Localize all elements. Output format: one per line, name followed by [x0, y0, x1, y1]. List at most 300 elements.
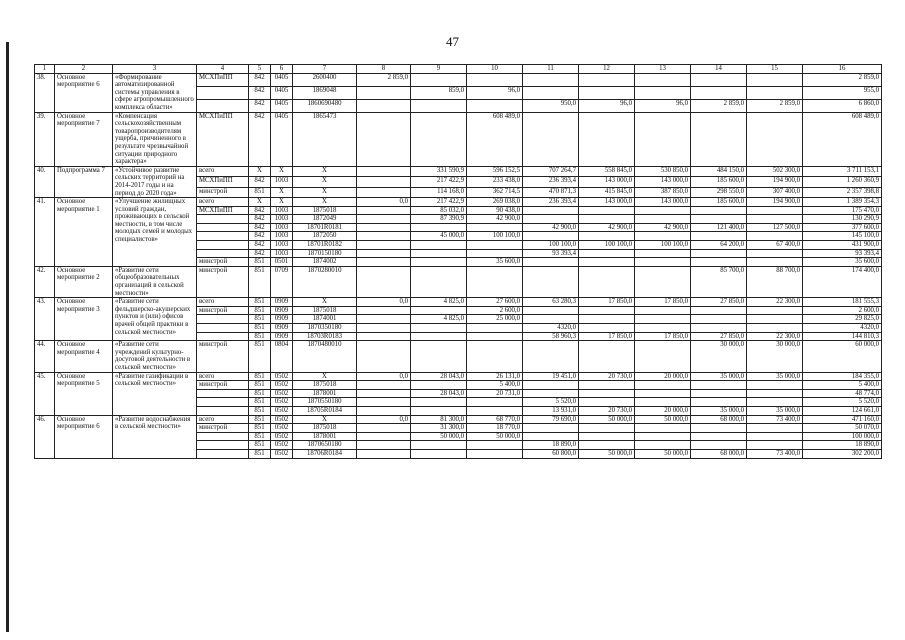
- measure-name: «Развитие водоснабжения в сельской местности»: [113, 415, 197, 458]
- cell-c10: 362 714,5: [467, 187, 523, 197]
- cell-c11: [523, 315, 579, 324]
- column-number: 14: [691, 65, 747, 74]
- cell-c8: [357, 424, 411, 433]
- cell-c5: 851: [249, 315, 271, 324]
- cell-c5: 842: [249, 215, 271, 224]
- cell-c14: [691, 315, 747, 324]
- cell-c6: X: [271, 166, 293, 176]
- cell-c12: 17 850,0: [579, 332, 635, 341]
- cell-c11: 950,0: [523, 99, 579, 112]
- cell-c8: [357, 306, 411, 315]
- measure-type: Основное мероприятие 1: [55, 198, 113, 267]
- cell-c13: [635, 73, 691, 86]
- cell-c11: 63 280,3: [523, 298, 579, 307]
- cell-c9: 87 390,9: [411, 215, 467, 224]
- cell-c15: 2 859,0: [747, 99, 803, 112]
- cell-c6: 0405: [271, 112, 293, 166]
- cell-c13: [635, 306, 691, 315]
- cell-c7: 1878001: [293, 432, 357, 441]
- cell-c14: 185 600,0: [691, 198, 747, 207]
- cell-c15: [747, 315, 803, 324]
- cell-c6: 0502: [271, 432, 293, 441]
- cell-c15: 307 400,0: [747, 187, 803, 197]
- cell-c10: 608 489,0: [467, 112, 523, 166]
- cell-c16: 377 600,0: [803, 223, 882, 232]
- cell-c15: [747, 86, 803, 99]
- cell-c11: 100 100,0: [523, 241, 579, 250]
- cell-c15: 88 700,0: [747, 266, 803, 297]
- table-row: [35, 112, 882, 166]
- cell-c5: 851: [249, 449, 271, 458]
- cell-c6: 0502: [271, 441, 293, 450]
- cell-c10: [467, 398, 523, 407]
- cell-c13: 143 000,0: [635, 177, 691, 187]
- column-number: 10: [467, 65, 523, 74]
- cell-c15: [747, 306, 803, 315]
- cell-c11: 470 871,3: [523, 187, 579, 197]
- cell-c15: 73 400,0: [747, 415, 803, 424]
- cell-c7: 18706R0184: [293, 449, 357, 458]
- cell-c15: 35 000,0: [747, 372, 803, 381]
- cell-c6: 0502: [271, 449, 293, 458]
- cell-c11: [523, 258, 579, 267]
- cell-c12: 143 000,0: [579, 198, 635, 207]
- cell-c14: 68 000,0: [691, 415, 747, 424]
- cell-c8: [357, 223, 411, 232]
- cell-c16: 60 000,0: [803, 341, 882, 372]
- column-number: 1: [35, 65, 55, 74]
- table-row: [35, 341, 882, 372]
- cell-c10: 5 400,0: [467, 381, 523, 390]
- cell-c11: 236 393,4: [523, 198, 579, 207]
- cell-c15: [747, 232, 803, 241]
- cell-c9: 4 825,0: [411, 315, 467, 324]
- cell-c8: [357, 381, 411, 390]
- cell-c9: [411, 223, 467, 232]
- cell-c11: 236 393,4: [523, 177, 579, 187]
- cell-c15: [747, 258, 803, 267]
- cell-c12: [579, 432, 635, 441]
- cell-c6: 0909: [271, 332, 293, 341]
- cell-c6: 1003: [271, 232, 293, 241]
- cell-c16: 6 860,0: [803, 99, 882, 112]
- cell-c5: 842: [249, 86, 271, 99]
- cell-c12: [579, 86, 635, 99]
- cell-c16: 2 600,0: [803, 306, 882, 315]
- cell-c12: [579, 341, 635, 372]
- cell-c7: 1872050: [293, 232, 357, 241]
- cell-c13: 143 000,0: [635, 198, 691, 207]
- cell-c16: 302 200,0: [803, 449, 882, 458]
- cell-c10: [467, 449, 523, 458]
- cell-c7: X: [293, 166, 357, 176]
- cell-c7: 2600400: [293, 73, 357, 86]
- cell-c6: 0405: [271, 86, 293, 99]
- cell-c11: [523, 206, 579, 215]
- cell-c13: [635, 432, 691, 441]
- measure-type: Основное мероприятие 5: [55, 372, 113, 415]
- cell-c9: 331 590,9: [411, 166, 467, 176]
- cell-c8: [357, 112, 411, 166]
- measure-name: «Развитие сети общеобразовательных организаций в сельской местности»: [113, 266, 197, 297]
- cell-c13: [635, 381, 691, 390]
- cell-c15: [747, 215, 803, 224]
- cell-c9: 217 422,9: [411, 177, 467, 187]
- cell-c15: 35 000,0: [747, 406, 803, 415]
- measure-name: «Развитие газификации в сельской местности»: [113, 372, 197, 415]
- cell-c6: 1003: [271, 249, 293, 258]
- cell-c8: [357, 324, 411, 333]
- measure-name: «Развитие сети учреждений культурно-досуговой деятельности в сельской местности»: [113, 341, 197, 372]
- measure-name: «Формирование автоматизированной системы управления в сфере агропромышленного комплекса области»: [113, 73, 197, 112]
- cell-c13: [635, 206, 691, 215]
- cell-c16: 130 290,9: [803, 215, 882, 224]
- cell-c11: 5 520,0: [523, 398, 579, 407]
- cell-c7: 1870480010: [293, 341, 357, 372]
- cell-c13: [635, 398, 691, 407]
- cell-c16: 431 900,0: [803, 241, 882, 250]
- cell-c12: [579, 232, 635, 241]
- cell-c13: [635, 86, 691, 99]
- cell-c14: 64 200,0: [691, 241, 747, 250]
- cell-c8: [357, 99, 411, 112]
- cell-c8: 0,0: [357, 415, 411, 424]
- cell-c7: X: [293, 198, 357, 207]
- cell-c8: [357, 266, 411, 297]
- cell-c6: 1003: [271, 206, 293, 215]
- cell-c12: [579, 266, 635, 297]
- cell-c8: [357, 398, 411, 407]
- cell-c5: 842: [249, 241, 271, 250]
- cell-c8: [357, 389, 411, 398]
- executor: [197, 232, 249, 241]
- cell-c14: 27 850,0: [691, 298, 747, 307]
- cell-c11: [523, 215, 579, 224]
- cell-c11: 13 931,0: [523, 406, 579, 415]
- cell-c10: [467, 324, 523, 333]
- table-row: [35, 266, 882, 297]
- cell-c12: 20 730,0: [579, 406, 635, 415]
- cell-c11: 79 690,0: [523, 415, 579, 424]
- cell-c8: [357, 241, 411, 250]
- table-row: [35, 166, 882, 176]
- cell-c6: 0709: [271, 266, 293, 297]
- measure-name: «Развитие сети фельдшерско-акушерских пунктов и (или) офисов врачей общей практики в сельской местности»: [113, 298, 197, 341]
- cell-c5: 851: [249, 298, 271, 307]
- cell-c6: 0909: [271, 324, 293, 333]
- cell-c6: 0804: [271, 341, 293, 372]
- cell-c13: 17 850,0: [635, 298, 691, 307]
- cell-c15: 67 400,0: [747, 241, 803, 250]
- measure-type: Подпрограмма 7: [55, 166, 113, 197]
- cell-c14: [691, 441, 747, 450]
- cell-c8: [357, 86, 411, 99]
- executor: минстрой: [197, 381, 249, 390]
- cell-c14: [691, 73, 747, 86]
- executor: минстрой: [197, 424, 249, 433]
- executor: [197, 86, 249, 99]
- cell-c7: 1872049: [293, 215, 357, 224]
- cell-c15: [747, 398, 803, 407]
- executor: [197, 332, 249, 341]
- cell-c16: 145 100,0: [803, 232, 882, 241]
- cell-c5: 851: [249, 441, 271, 450]
- cell-c15: 502 300,0: [747, 166, 803, 176]
- row-number: 39.: [35, 112, 55, 166]
- cell-c7: X: [293, 415, 357, 424]
- cell-c15: 22 300,0: [747, 298, 803, 307]
- cell-c14: 2 859,0: [691, 99, 747, 112]
- cell-c5: 851: [249, 406, 271, 415]
- executor: [197, 99, 249, 112]
- cell-c6: 1003: [271, 241, 293, 250]
- cell-c11: [523, 112, 579, 166]
- cell-c13: [635, 232, 691, 241]
- cell-c11: [523, 86, 579, 99]
- executor: минстрой: [197, 258, 249, 267]
- cell-c15: 194 900,0: [747, 177, 803, 187]
- cell-c12: 415 845,0: [579, 187, 635, 197]
- cell-c14: [691, 112, 747, 166]
- cell-c7: 1870350180: [293, 324, 357, 333]
- cell-c12: [579, 324, 635, 333]
- cell-c5: X: [249, 166, 271, 176]
- cell-c8: 0,0: [357, 372, 411, 381]
- cell-c12: 50 000,0: [579, 449, 635, 458]
- cell-c10: 18 770,0: [467, 424, 523, 433]
- row-number: 43.: [35, 298, 55, 341]
- cell-c5: 851: [249, 372, 271, 381]
- cell-c5: 851: [249, 424, 271, 433]
- cell-c9: [411, 266, 467, 297]
- cell-c15: [747, 206, 803, 215]
- cell-c16: 5 520,0: [803, 398, 882, 407]
- cell-c11: [523, 341, 579, 372]
- column-number: 4: [197, 65, 249, 74]
- row-number: 46.: [35, 415, 55, 458]
- cell-c9: [411, 449, 467, 458]
- cell-c13: 387 850,0: [635, 187, 691, 197]
- cell-c10: [467, 332, 523, 341]
- cell-c9: 4 825,0: [411, 298, 467, 307]
- cell-c15: 194 900,0: [747, 198, 803, 207]
- cell-c13: [635, 341, 691, 372]
- cell-c16: 29 825,0: [803, 315, 882, 324]
- cell-c16: 181 555,3: [803, 298, 882, 307]
- cell-c6: 1003: [271, 223, 293, 232]
- cell-c6: 0909: [271, 298, 293, 307]
- executor: всего: [197, 415, 249, 424]
- cell-c7: X: [293, 298, 357, 307]
- cell-c14: 27 850,0: [691, 332, 747, 341]
- column-number: 8: [357, 65, 411, 74]
- cell-c5: 842: [249, 73, 271, 86]
- cell-c11: 58 960,3: [523, 332, 579, 341]
- cell-c15: [747, 73, 803, 86]
- executor: минстрой: [197, 266, 249, 297]
- cell-c15: [747, 112, 803, 166]
- row-number: 41.: [35, 198, 55, 267]
- cell-c11: 19 451,0: [523, 372, 579, 381]
- cell-c6: 1003: [271, 177, 293, 187]
- executor: минстрой: [197, 187, 249, 197]
- cell-c5: 842: [249, 99, 271, 112]
- cell-c10: [467, 266, 523, 297]
- executor: [197, 449, 249, 458]
- cell-c6: 0502: [271, 372, 293, 381]
- column-number: 3: [113, 65, 197, 74]
- cell-c7: 1870150180: [293, 249, 357, 258]
- cell-c16: 144 810,3: [803, 332, 882, 341]
- cell-c5: 851: [249, 324, 271, 333]
- cell-c13: [635, 215, 691, 224]
- cell-c7: X: [293, 187, 357, 197]
- cell-c5: 851: [249, 187, 271, 197]
- cell-c5: X: [249, 198, 271, 207]
- executor: всего: [197, 372, 249, 381]
- cell-c11: [523, 266, 579, 297]
- measure-name: «Устойчивое развитие сельских территорий на 2014-2017 годы и на период до 2020 года»: [113, 166, 197, 197]
- executor: всего: [197, 298, 249, 307]
- cell-c8: [357, 332, 411, 341]
- cell-c8: [357, 341, 411, 372]
- cell-c11: [523, 432, 579, 441]
- measure-name: «Улучшение жилищных условий граждан, проживающих в сельской местности, в том числе молодых семей и молодых специалистов»: [113, 198, 197, 267]
- executor: МСХПиПП: [197, 112, 249, 166]
- cell-c10: 269 038,0: [467, 198, 523, 207]
- cell-c11: [523, 381, 579, 390]
- cell-c16: 48 774,0: [803, 389, 882, 398]
- cell-c7: 1870280010: [293, 266, 357, 297]
- column-number: 12: [579, 65, 635, 74]
- column-number: 5: [249, 65, 271, 74]
- cell-c16: 50 070,0: [803, 424, 882, 433]
- cell-c14: [691, 206, 747, 215]
- cell-c14: 185 600,0: [691, 177, 747, 187]
- cell-c6: 0909: [271, 315, 293, 324]
- cell-c9: [411, 249, 467, 258]
- table-row: [35, 415, 882, 424]
- cell-c12: [579, 389, 635, 398]
- cell-c11: 707 264,7: [523, 166, 579, 176]
- cell-c8: [357, 177, 411, 187]
- budget-table: [34, 64, 882, 459]
- cell-c12: 50 000,0: [579, 415, 635, 424]
- cell-c12: [579, 249, 635, 258]
- cell-c7: 1874002: [293, 258, 357, 267]
- cell-c12: [579, 306, 635, 315]
- cell-c14: 35 000,0: [691, 372, 747, 381]
- executor: [197, 389, 249, 398]
- cell-c10: [467, 341, 523, 372]
- cell-c14: [691, 86, 747, 99]
- cell-c16: 35 600,0: [803, 258, 882, 267]
- executor: МСХПиПП: [197, 177, 249, 187]
- cell-c13: [635, 324, 691, 333]
- table-row: [35, 298, 882, 307]
- column-number: 2: [55, 65, 113, 74]
- cell-c11: 60 800,0: [523, 449, 579, 458]
- cell-c14: 35 000,0: [691, 406, 747, 415]
- cell-c12: [579, 315, 635, 324]
- cell-c12: 143 000,0: [579, 177, 635, 187]
- cell-c13: 50 000,0: [635, 415, 691, 424]
- cell-c6: 0502: [271, 398, 293, 407]
- cell-c7: 1875018: [293, 381, 357, 390]
- cell-c9: [411, 73, 467, 86]
- cell-c7: 1875018: [293, 206, 357, 215]
- executor: всего: [197, 166, 249, 176]
- cell-c11: [523, 424, 579, 433]
- executor: [197, 324, 249, 333]
- executor: [197, 406, 249, 415]
- cell-c14: [691, 215, 747, 224]
- cell-c9: [411, 99, 467, 112]
- cell-c7: 18701R0181: [293, 223, 357, 232]
- cell-c10: 100 100,0: [467, 232, 523, 241]
- cell-c9: [411, 112, 467, 166]
- column-number: 7: [293, 65, 357, 74]
- cell-c11: [523, 306, 579, 315]
- cell-c16: 5 400,0: [803, 381, 882, 390]
- cell-c11: [523, 389, 579, 398]
- cell-c7: 1874001: [293, 315, 357, 324]
- cell-c6: 0502: [271, 389, 293, 398]
- cell-c16: 955,0: [803, 86, 882, 99]
- cell-c10: [467, 223, 523, 232]
- cell-c7: 1865473: [293, 112, 357, 166]
- cell-c14: [691, 306, 747, 315]
- cell-c10: [467, 441, 523, 450]
- cell-c5: 851: [249, 415, 271, 424]
- cell-c9: 85 032,0: [411, 206, 467, 215]
- cell-c11: 42 900,0: [523, 223, 579, 232]
- measure-type: Основное мероприятие 2: [55, 266, 113, 297]
- cell-c9: [411, 241, 467, 250]
- cell-c5: 842: [249, 223, 271, 232]
- cell-c16: 608 489,0: [803, 112, 882, 166]
- cell-c13: [635, 441, 691, 450]
- cell-c7: 1875018: [293, 306, 357, 315]
- cell-c13: 50 000,0: [635, 449, 691, 458]
- cell-c8: [357, 232, 411, 241]
- cell-c14: [691, 398, 747, 407]
- cell-c5: 842: [249, 232, 271, 241]
- cell-c15: [747, 441, 803, 450]
- measure-name: «Компенсация сельскохозяйственным товаропроизводителям ущерба, причиненного в результате чрезвычайной ситуации природного характера»: [113, 112, 197, 166]
- cell-c10: 96,0: [467, 86, 523, 99]
- cell-c6: X: [271, 198, 293, 207]
- executor: [197, 249, 249, 258]
- cell-c11: 18 890,0: [523, 441, 579, 450]
- cell-c14: 484 150,0: [691, 166, 747, 176]
- cell-c13: 530 850,0: [635, 166, 691, 176]
- cell-c13: [635, 258, 691, 267]
- executor: [197, 215, 249, 224]
- cell-c10: 90 438,0: [467, 206, 523, 215]
- cell-c8: [357, 315, 411, 324]
- cell-c16: 124 661,0: [803, 406, 882, 415]
- cell-c13: [635, 389, 691, 398]
- cell-c12: 17 850,0: [579, 298, 635, 307]
- cell-c13: 20 000,0: [635, 372, 691, 381]
- cell-c10: 20 731,0: [467, 389, 523, 398]
- cell-c15: 22 300,0: [747, 332, 803, 341]
- cell-c9: [411, 332, 467, 341]
- column-number: 16: [803, 65, 882, 74]
- cell-c15: [747, 381, 803, 390]
- cell-c9: 45 000,0: [411, 232, 467, 241]
